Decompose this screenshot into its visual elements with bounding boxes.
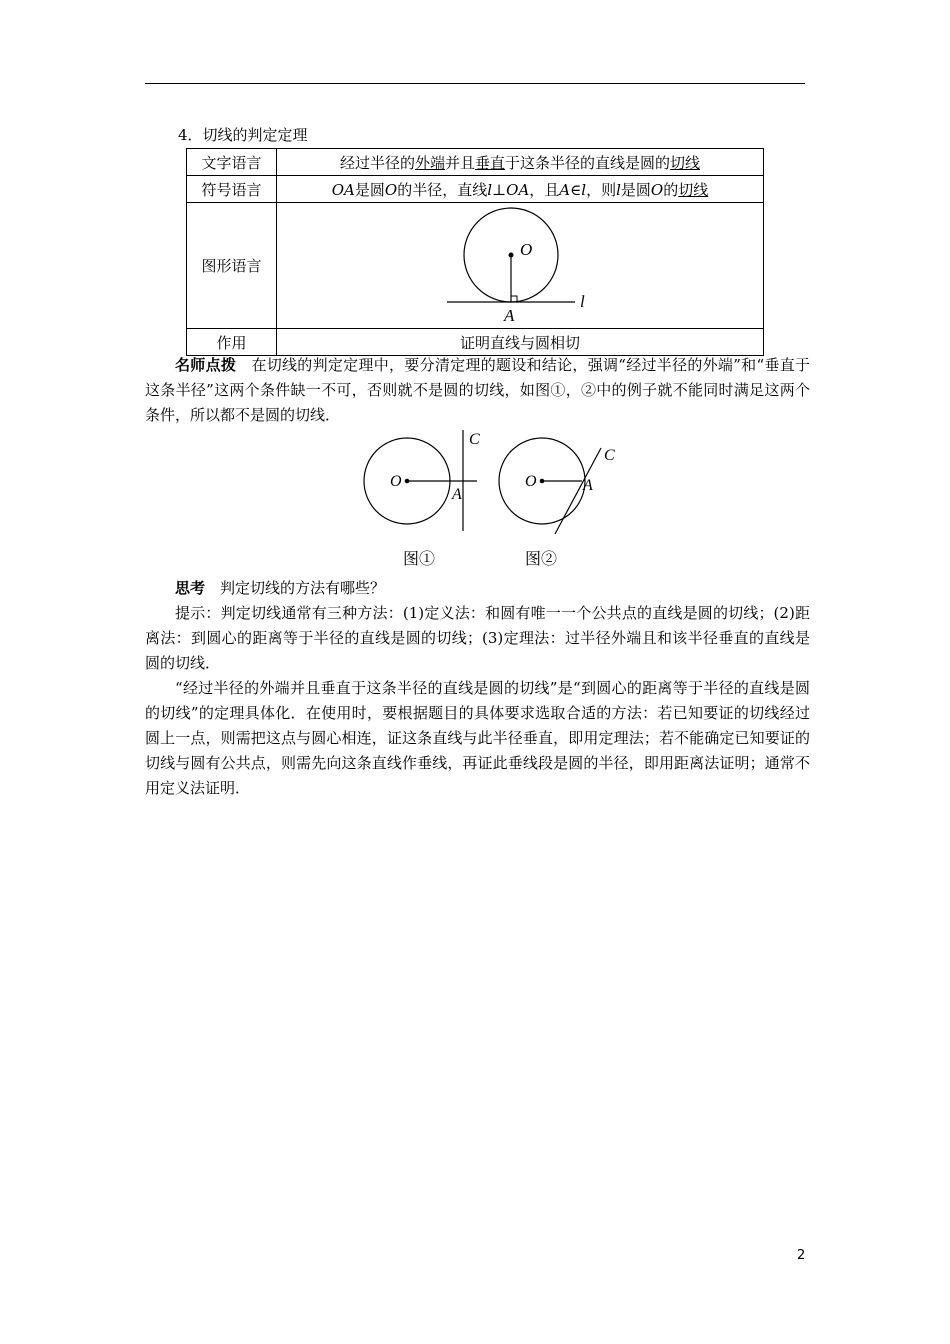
think-extra: “经过半径的外端并且垂直于这条半径的直线是圆的切线”是“到圆心的距离等于半径的直线是圆的切线”的定理具体化．在使用时，要根据题目的具体要求选取合适的方法：若已知要证的切线经过圆上一点，则需把这点与圆心相连，证这条直线与此半径垂直，即用定理法；若不能确定已知要证的切线与圆有公共点，则需先向这条直线作垂线，再证此垂线段是圆的半径，即用距离法证明；通常不用定义法证明． — [145, 679, 810, 797]
fig2-line — [555, 448, 601, 534]
row-label-text: 文字语言 — [187, 149, 277, 176]
table-row — [187, 203, 764, 329]
label-O: O — [520, 240, 533, 259]
fig1-label-O: O — [390, 473, 402, 490]
right-angle-mark — [511, 296, 517, 302]
fig1-caption: 图① — [403, 551, 436, 568]
table-row — [187, 329, 764, 356]
table-row — [187, 149, 764, 176]
think-section — [145, 576, 810, 801]
row-value-use: 证明直线与圆相切 — [277, 329, 764, 356]
fig2-label-A: A — [583, 477, 593, 494]
tip-text: 在切线的判定定理中，要分清定理的题设和结论，强调“经过半径的外端”和“垂直于这条半径”这两个条件缺一不可，否则就不是圆的切线，如图①，②中的例子就不能同时满足这两个条件，所以都不是圆的切线． — [145, 356, 810, 424]
row-label-figure: 图形语言 — [187, 203, 277, 329]
label-l: l — [580, 292, 585, 311]
counterexample-figures — [355, 426, 635, 571]
tip-paragraph — [145, 353, 810, 428]
row-value-figure — [277, 203, 764, 329]
table-row — [187, 176, 764, 203]
header-rule — [145, 83, 805, 84]
page-number: 2 — [797, 1248, 806, 1263]
tip-head: 名师点拨 — [175, 356, 237, 374]
think-question: 思考 判定切线的方法有哪些？ — [175, 579, 386, 597]
fig2-label-C: C — [604, 447, 615, 464]
row-value-text: 经过半径的外端并且垂直于这条半径的直线是圆的切线 — [277, 149, 764, 176]
think-head: 思考 — [175, 579, 206, 597]
row-label-use: 作用 — [187, 329, 277, 356]
fig2-caption: 图② — [525, 551, 558, 568]
theorem-table — [186, 148, 764, 356]
label-A: A — [504, 306, 515, 324]
fig1-label-A: A — [452, 486, 462, 503]
section-title: 4．切线的判定定理 — [178, 126, 308, 144]
row-value-symbol: OA是圆O的半径，直线l⊥OA，且A∈l，则l是圆O的切线 — [277, 176, 764, 203]
think-answer: 提示：判定切线通常有三种方法：(1)定义法：和圆有唯一一个公共点的直线是圆的切线；(2)距离法：到圆心的距离等于半径的直线是圆的切线；(3)定理法：过半径外端且和该半径垂直的直线是圆的切线． — [145, 604, 810, 672]
fig2-label-O: O — [525, 473, 537, 490]
tangent-figure — [277, 203, 763, 324]
row-label-symbol: 符号语言 — [187, 176, 277, 203]
fig1-label-C: C — [469, 431, 480, 448]
